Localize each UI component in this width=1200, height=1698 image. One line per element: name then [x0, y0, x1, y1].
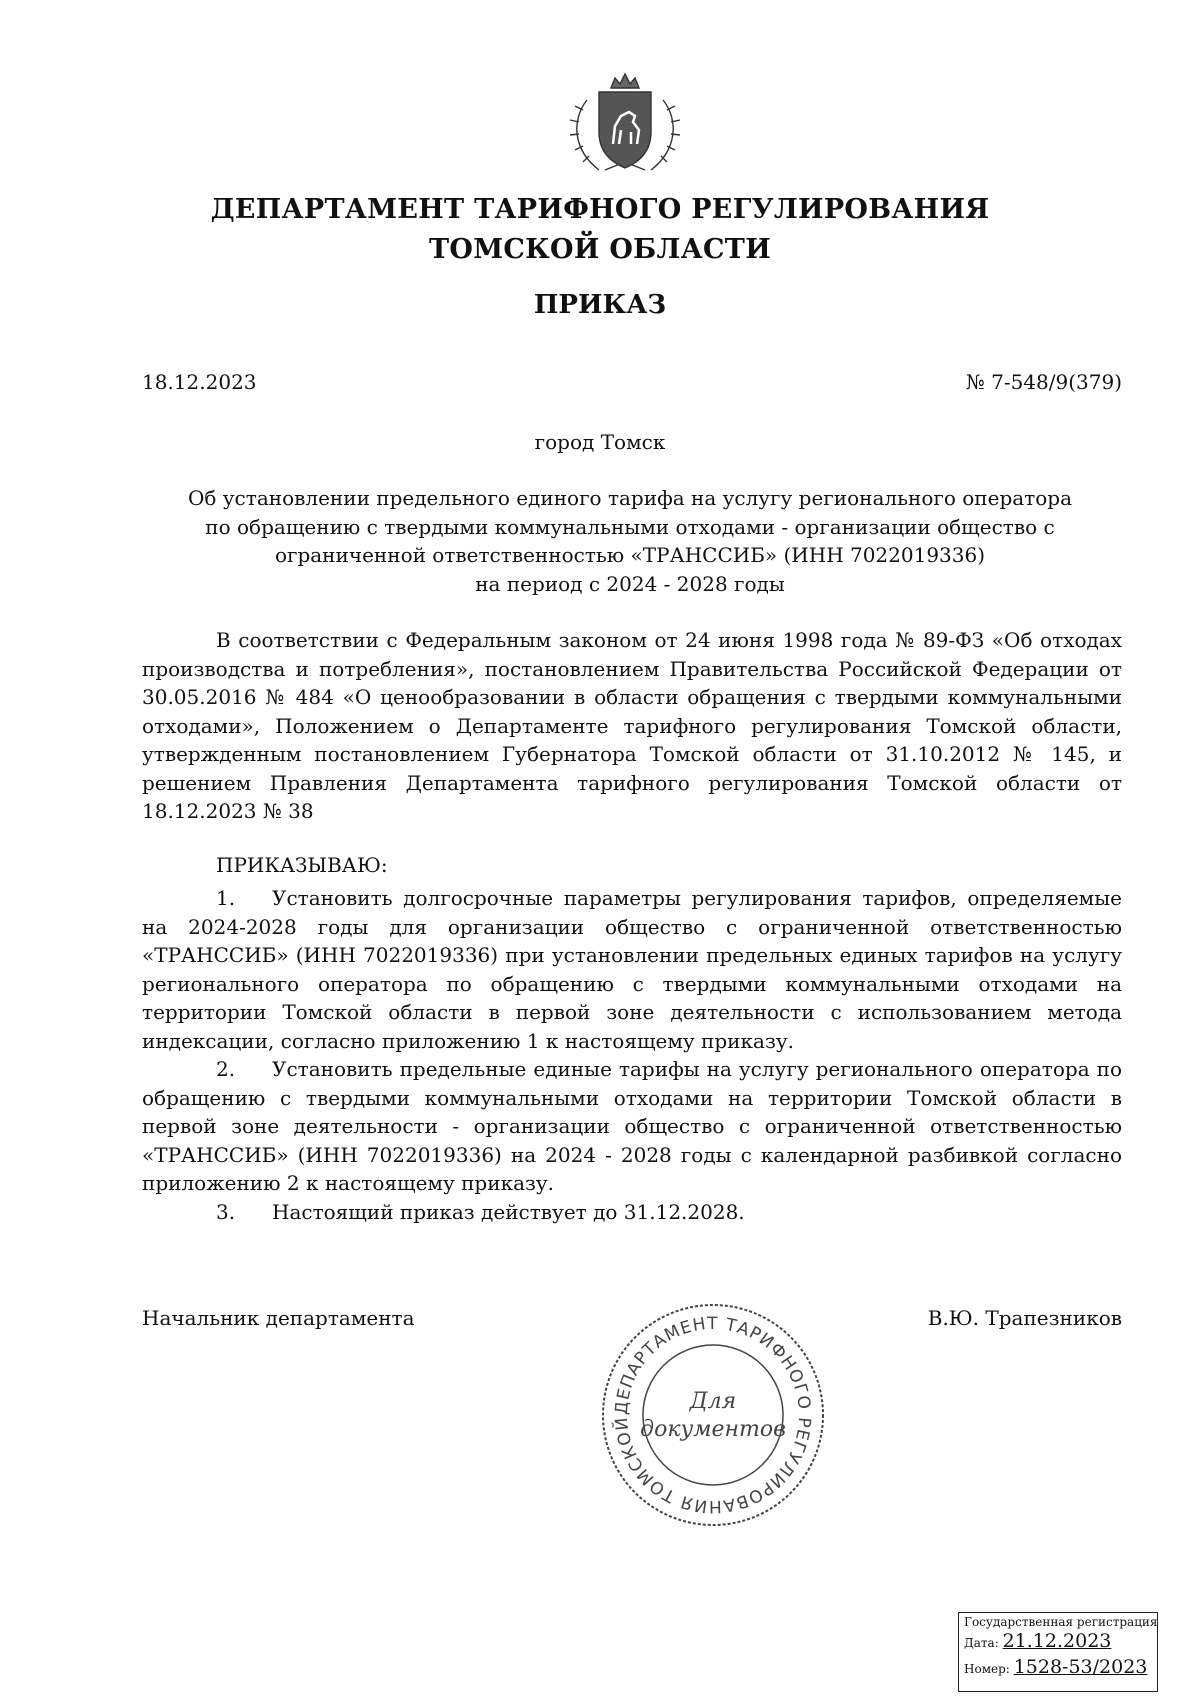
official-seal-icon — [598, 1300, 828, 1530]
registration-title: Государственная регистрация — [964, 1615, 1158, 1629]
order-city: город Томск — [534, 430, 666, 454]
legal-basis — [142, 626, 1122, 826]
order-subject — [160, 484, 1100, 598]
decree-items — [142, 884, 1122, 1226]
registration-number-row — [964, 1655, 1152, 1681]
decree-item-number: 2. — [216, 1057, 236, 1081]
decree-word: ПРИКАЗЫВАЮ: — [216, 853, 388, 877]
coat-of-arms-icon — [565, 70, 685, 182]
decree-item — [142, 1198, 1122, 1227]
order-number: № 7-548/9(379) — [965, 370, 1122, 394]
seal-ring-text: ДЕПАРТАМЕНТ ТАРИФНОГО РЕГУЛИРОВАНИЯ ТОМСКОЙ — [611, 1313, 815, 1517]
department-line-2: ТОМСКОЙ ОБЛАСТИ — [428, 234, 772, 265]
registration-number-value: 1528-53/2023 — [1013, 1656, 1148, 1678]
document-type: ПРИКАЗ — [533, 290, 667, 320]
registration-date-label: Дата: — [964, 1636, 999, 1650]
decree-item-text: Настоящий приказ действует до 31.12.2028. — [272, 1199, 745, 1224]
seal-center-line-2: документов — [640, 1417, 786, 1442]
decree-item — [142, 1055, 1122, 1198]
subject-line: ограниченной ответственностью «ТРАНССИБ» (ИНН 7022019336) — [274, 543, 986, 567]
signer-position: Начальник департамента — [142, 1306, 415, 1330]
subject-line: Об установлении предельного единого тарифа на услугу регионального оператора — [187, 486, 1073, 510]
decree-item-text: Установить предельные единые тарифы на услугу регионального оператора по обращению с твердыми коммунальными отходами на территории Томской области в первой зоне деятельности - организации общество с ограниченной ответственностью «ТРАНССИБ» (ИНН 7022019336) на 2024 - 2028 годы с календарной разбивкой согласно приложению 2 к настоящему приказу. — [142, 1057, 1122, 1195]
subject-line: на период с 2024 - 2028 годы — [475, 571, 785, 596]
registration-number-label: Номер: — [964, 1662, 1010, 1676]
registration-date-row — [964, 1629, 1152, 1655]
order-date: 18.12.2023 — [142, 370, 257, 394]
department-name — [0, 190, 1200, 270]
department-line-1: ДЕПАРТАМЕНТ ТАРИФНОГО РЕГУЛИРОВАНИЯ — [210, 194, 990, 225]
decree-item — [142, 884, 1122, 1055]
subject-line: по обращению с твердыми коммунальными отходами - организации общество с — [205, 514, 1055, 539]
registration-box — [958, 1612, 1158, 1692]
signer-name: В.Ю. Трапезников — [927, 1306, 1122, 1330]
decree-item-number: 1. — [216, 886, 236, 910]
registration-date-value: 21.12.2023 — [1002, 1630, 1112, 1652]
legal-basis-text: В соответствии с Федеральным законом от 24 июня 1998 года № 89-ФЗ «Об отходах производства и потребления», постановлением Правительства Российской Федерации от 30.05.2016 № 484 «О ценообразовании в области обращения с твердыми коммунальными отходами», Положением о Департаменте тарифного регулирования Томской области, утвержденным постановлением Губернатора Томской области от 31.10.2012 № 145, и решением Правления Департамента тарифного регулирования Томской области от 18.12.2023 № 38 — [142, 628, 1122, 823]
seal-center-line-1: Для — [689, 1389, 737, 1414]
decree-item-text: Установить долгосрочные параметры регулирования тарифов, определяемые на 2024-2028 годы для организации общество с ограниченной ответственностью «ТРАНССИБ» (ИНН 7022019336) при установлении предельных единых тарифов на услугу регионального оператора по обращению с твердыми коммунальными отходами на территории Томской области в первой зоне деятельности с использованием метода индексации, согласно приложению 1 к настоящему приказу. — [142, 886, 1122, 1053]
decree-item-number: 3. — [216, 1199, 236, 1224]
